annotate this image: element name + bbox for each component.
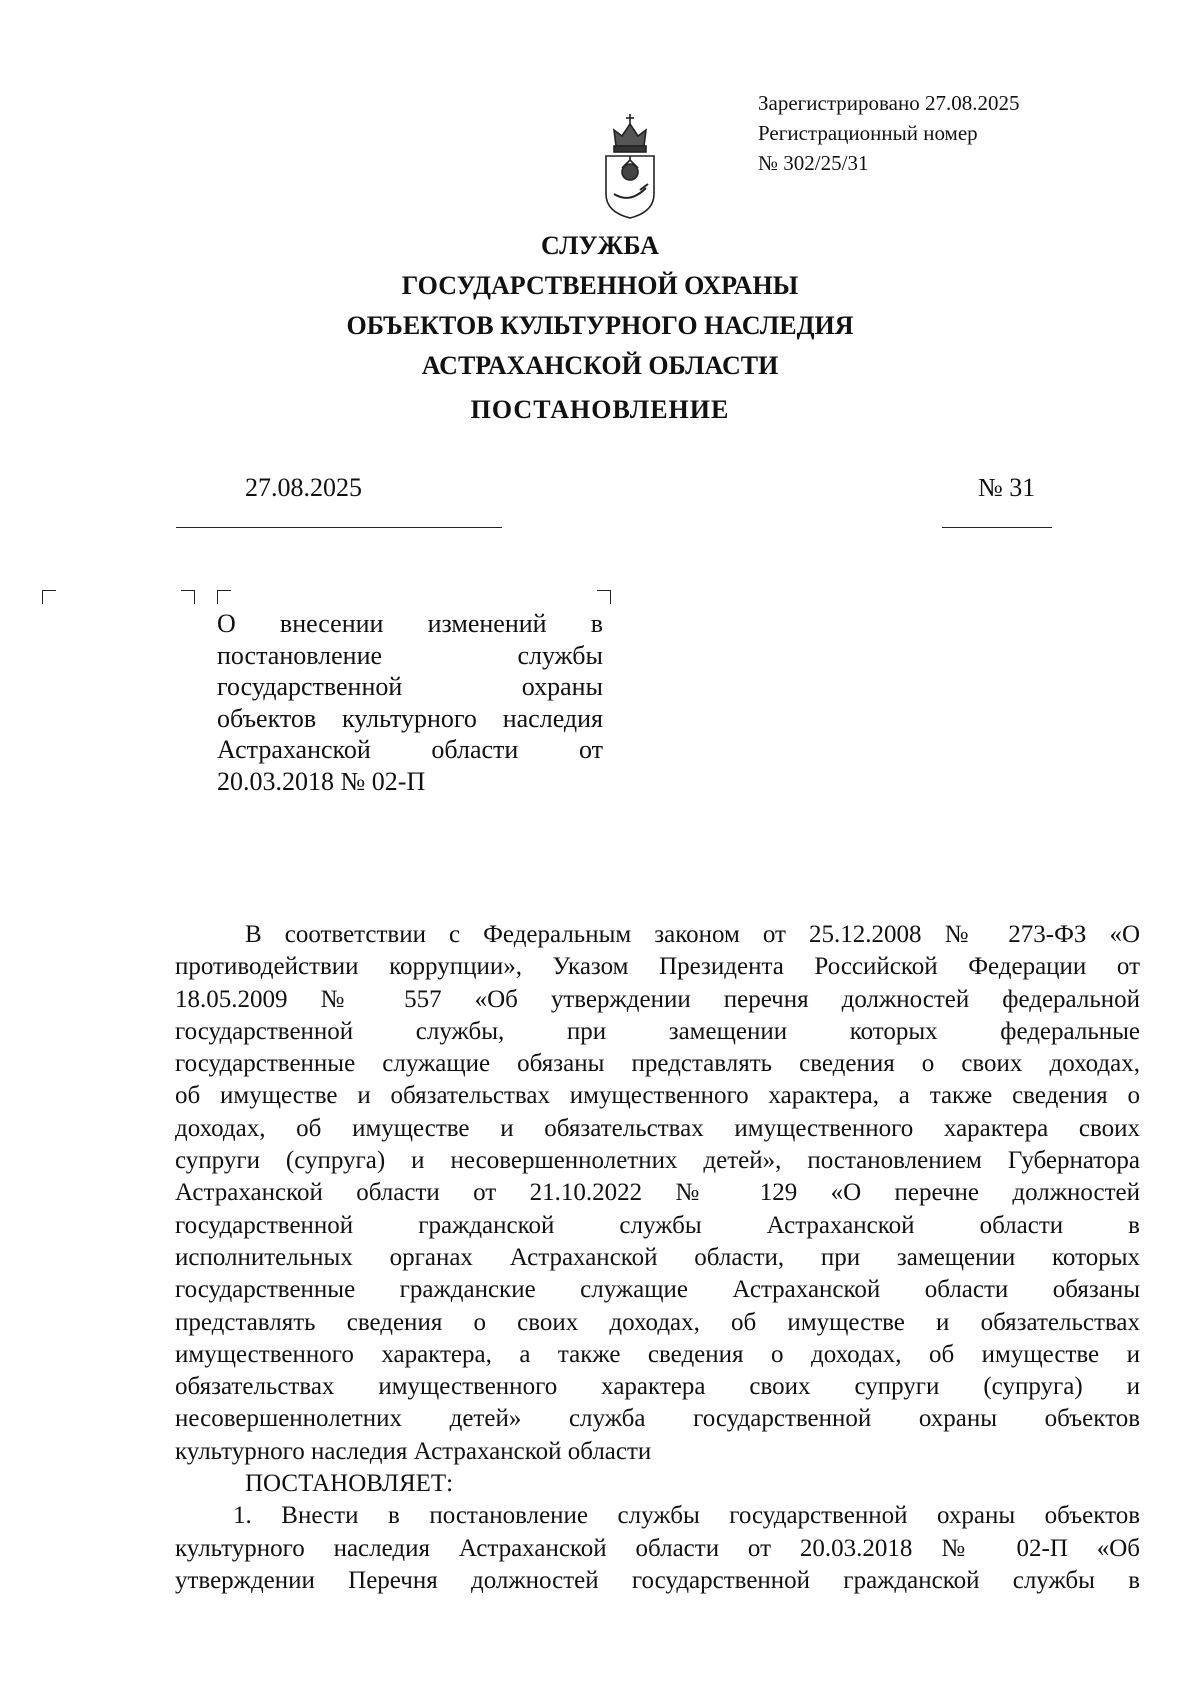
corner-mark-top-left	[217, 590, 231, 604]
clause-1-line: 1. Внести в постановление службы государственной охраны объектов	[233, 1502, 1140, 1530]
header-line-2: ГОСУДАРСТВЕННОЙ ОХРАНЫ	[401, 271, 799, 300]
corner-mark-top-right	[597, 590, 611, 604]
subject-line: О внесении изменений в	[217, 609, 603, 638]
resolves-heading: ПОСТАНОВЛЯЕТ:	[245, 1470, 454, 1498]
body-line: исполнительных органах Астраханской области, при замещении которых	[175, 1243, 1140, 1271]
body-line: об имуществе и обязательствах имущественного характера, а также сведения о	[175, 1082, 1140, 1110]
body-line: доходах, об имуществе и обязательствах имущественного характера своих	[175, 1114, 1140, 1142]
subject-line: объектов культурного наследия	[217, 703, 603, 733]
header-line-4: АСТРАХАНСКОЙ ОБЛАСТИ	[421, 351, 779, 380]
registration-stamp	[758, 88, 1118, 178]
document-subject	[217, 608, 603, 797]
body-line: культурного наследия Астраханской области	[175, 1437, 652, 1465]
subject-line: постановление службы	[217, 640, 603, 670]
body-line: государственные гражданские служащие Астраханской области обязаны	[175, 1276, 1140, 1304]
header-line-1: СЛУЖБА	[541, 231, 659, 260]
document-number: № 31	[978, 473, 1036, 502]
subject-line: государственной охраны	[217, 672, 603, 701]
body-line: представлять сведения о своих доходах, об имуществе и обязательствах	[175, 1308, 1140, 1336]
coat-of-arms-icon	[600, 112, 660, 220]
subject-line: 20.03.2018 № 02-П	[217, 766, 426, 796]
body-line: противодействии коррупции», Указом Президента Российской Федерации от	[175, 953, 1140, 981]
clause-1-line: утверждении Перечня должностей государственной гражданской службы в	[175, 1566, 1140, 1594]
body-line: государственной службы, при замещении которых федеральные	[175, 1017, 1140, 1045]
document-body	[175, 919, 1140, 1597]
body-line: 18.05.2009 № 557 «Об утверждении перечня должностей федеральной	[175, 985, 1140, 1013]
registration-date: Зарегистрировано 27.08.2025	[758, 91, 1020, 115]
corner-mark-top-right-small	[181, 590, 195, 604]
margin-corner-mark	[42, 590, 56, 604]
body-line: государственной гражданской службы Астраханской области в	[175, 1211, 1140, 1239]
issuer-header	[0, 226, 1200, 386]
clause-1-line: культурного наследия Астраханской области от 20.03.2018 № 02-П «Об	[175, 1534, 1140, 1562]
body-line: обязательствах имущественного характера своих супруги (супруга) и	[175, 1373, 1140, 1401]
body-line: В соответствии с Федеральным законом от 25.12.2008 № 273-ФЗ «О	[245, 921, 1140, 948]
body-line: государственные служащие обязаны представлять сведения о своих доходах,	[175, 1050, 1140, 1078]
body-line: супруги (супруга) и несовершеннолетних детей», постановлением Губернатора	[175, 1147, 1140, 1175]
document-date: 27.08.2025	[245, 473, 362, 502]
body-line: имущественного характера, а также сведения о доходах, об имуществе и	[175, 1340, 1140, 1368]
document-type: ПОСТАНОВЛЕНИЕ	[470, 395, 730, 424]
date-underline	[176, 527, 502, 528]
body-line: несовершеннолетних детей» служба государственной охраны объектов	[175, 1405, 1140, 1433]
number-underline	[942, 527, 1052, 528]
registration-number-label: Регистрационный номер	[758, 121, 978, 145]
subject-line: Астраханской области от	[217, 735, 603, 764]
body-line: Астраханской области от 21.10.2022 № 129 «О перечне должностей	[175, 1179, 1140, 1207]
registration-number: № 302/25/31	[758, 151, 869, 175]
header-line-3: ОБЪЕКТОВ КУЛЬТУРНОГО НАСЛЕДИЯ	[346, 311, 854, 340]
